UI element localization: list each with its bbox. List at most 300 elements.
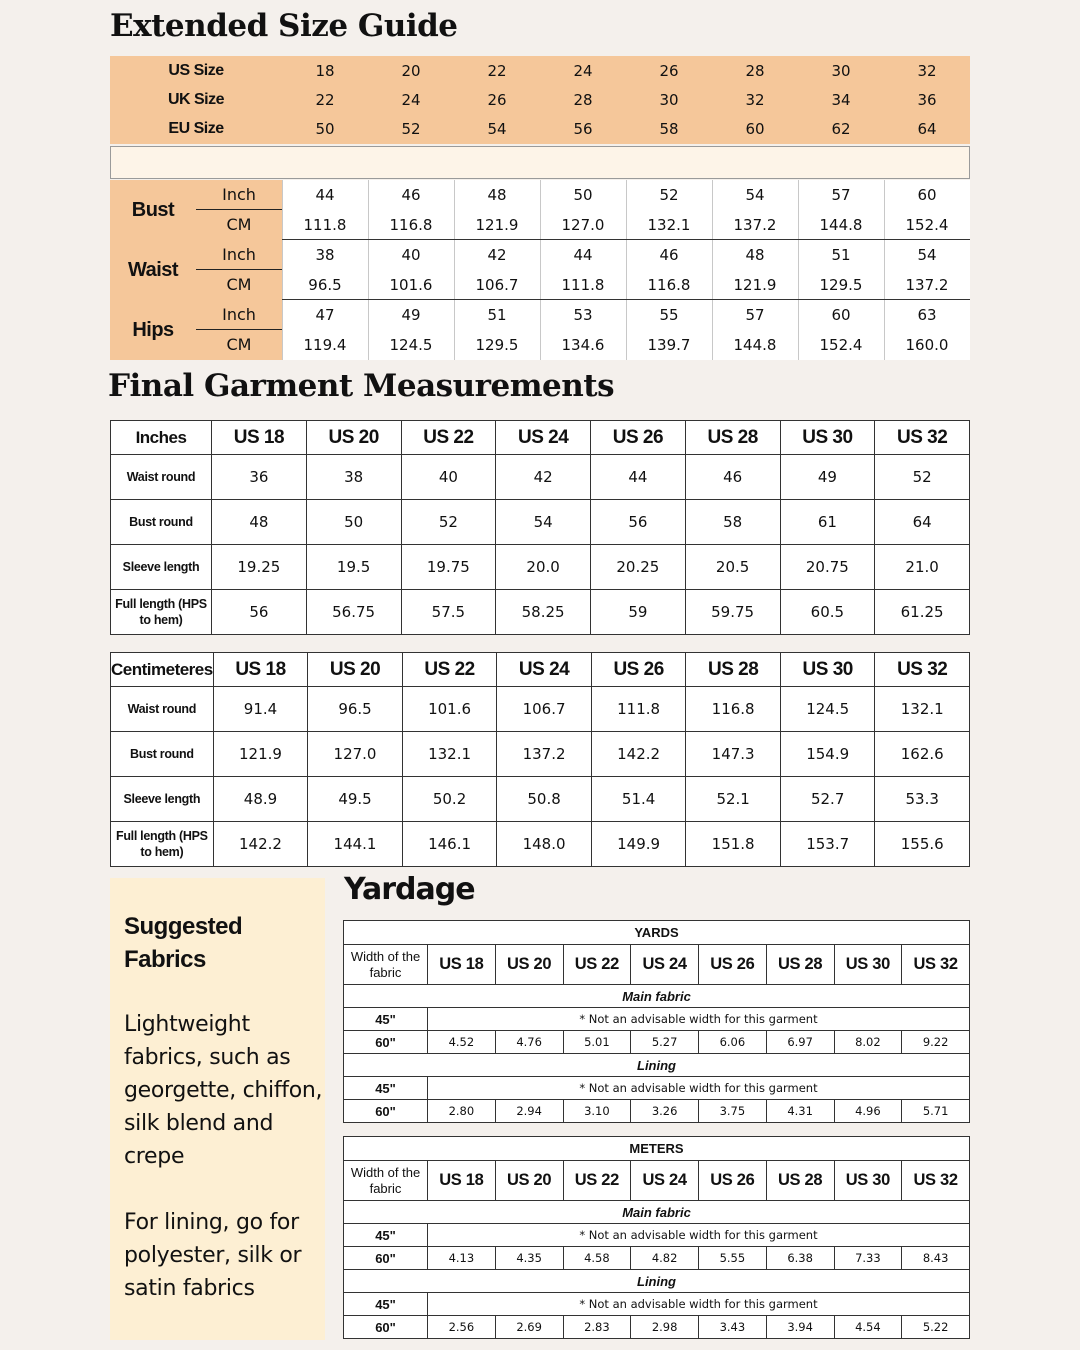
size-header: US 26 xyxy=(699,1161,767,1201)
yardage-value: 4.58 xyxy=(563,1247,631,1270)
column-divider xyxy=(540,240,541,300)
measurement-group-0 xyxy=(110,180,970,240)
measurement-cell: 57.5 xyxy=(401,590,496,635)
measurement-cell: 48 xyxy=(212,500,307,545)
unit-heading: METERS xyxy=(344,1137,970,1161)
inch-value: 57 xyxy=(745,306,765,324)
measurement-cell: 58 xyxy=(685,500,780,545)
inch-value: 49 xyxy=(401,306,421,324)
size-header: US 28 xyxy=(686,653,781,687)
table-row xyxy=(111,590,970,635)
cm-value: 129.5 xyxy=(475,336,519,354)
cm-value: 119.4 xyxy=(303,336,347,354)
inch-value: 63 xyxy=(917,306,937,324)
size-header: US 20 xyxy=(308,653,403,687)
width-60-row xyxy=(344,1247,970,1270)
size-header: US 32 xyxy=(875,653,970,687)
inch-value: 51 xyxy=(487,306,507,324)
inch-value: 44 xyxy=(315,186,335,204)
measurement-cell: 155.6 xyxy=(875,822,970,867)
row-label: Waist round xyxy=(111,455,212,500)
column-divider xyxy=(626,180,627,240)
width-60-row xyxy=(344,1100,970,1123)
size-header: US 22 xyxy=(563,945,631,985)
size-header: US 28 xyxy=(766,945,834,985)
table-row xyxy=(111,732,970,777)
unit-header: Inches xyxy=(111,421,212,455)
yardage-value: 5.27 xyxy=(631,1031,699,1054)
measurement-cell: 40 xyxy=(401,455,496,500)
section-label: Main fabric xyxy=(344,1201,970,1224)
inch-value: 60 xyxy=(917,186,937,204)
measurement-cell: 146.1 xyxy=(402,822,497,867)
eu-size-cell: 50 xyxy=(315,120,335,138)
size-header: US 26 xyxy=(591,421,686,455)
column-divider xyxy=(712,300,713,360)
yardage-value: 8.02 xyxy=(834,1031,902,1054)
measurement-cell: 19.75 xyxy=(401,545,496,590)
cm-value: 116.8 xyxy=(389,216,433,234)
not-advisable-note: * Not an advisable width for this garment xyxy=(428,1224,970,1247)
measurement-cell: 149.9 xyxy=(591,822,686,867)
measurement-cell: 116.8 xyxy=(686,687,781,732)
column-divider xyxy=(282,180,283,240)
us-size-row xyxy=(110,56,970,86)
column-divider xyxy=(368,300,369,360)
size-header: US 24 xyxy=(497,653,592,687)
unit-inch-label: Inch xyxy=(222,305,256,324)
measurement-cell: 20.75 xyxy=(780,545,875,590)
row-label: Bust round xyxy=(111,500,212,545)
column-divider xyxy=(540,300,541,360)
measurement-cell: 20.0 xyxy=(496,545,591,590)
size-header: US 20 xyxy=(495,945,563,985)
inch-value: 48 xyxy=(487,186,507,204)
divider-band xyxy=(110,146,970,179)
cm-value: 152.4 xyxy=(905,216,949,234)
yardage-value: 6.97 xyxy=(766,1031,834,1054)
inch-value: 53 xyxy=(573,306,593,324)
measurement-cell: 144.1 xyxy=(308,822,403,867)
cm-value: 137.2 xyxy=(733,216,777,234)
not-advisable-note: * Not an advisable width for this garment xyxy=(428,1293,970,1316)
inch-value: 42 xyxy=(487,246,507,264)
size-header: US 24 xyxy=(631,1161,699,1201)
width-label: Width of the fabric xyxy=(344,945,428,985)
measurement-cell: 52.1 xyxy=(686,777,781,822)
size-header: US 30 xyxy=(780,421,875,455)
yardage-value: 3.10 xyxy=(563,1100,631,1123)
size-header: US 32 xyxy=(902,945,970,985)
yardage-value: 2.94 xyxy=(495,1100,563,1123)
measurement-cell: 42 xyxy=(496,455,591,500)
cm-value: 111.8 xyxy=(561,276,605,294)
size-header: US 32 xyxy=(902,1161,970,1201)
yardage-title: Yardage xyxy=(344,872,475,907)
size-header: US 24 xyxy=(496,421,591,455)
garment-inches-table xyxy=(110,420,970,635)
section-label: Main fabric xyxy=(344,985,970,1008)
unit-cm-label: CM xyxy=(226,275,252,294)
size-header: US 28 xyxy=(766,1161,834,1201)
width-value: 45" xyxy=(344,1224,428,1247)
width-value: 60" xyxy=(344,1247,428,1270)
measurement-cell: 19.5 xyxy=(306,545,401,590)
yardage-value: 5.71 xyxy=(902,1100,970,1123)
table-row xyxy=(111,822,970,867)
yardage-value: 5.22 xyxy=(902,1316,970,1339)
inch-value: 47 xyxy=(315,306,335,324)
column-divider xyxy=(884,300,885,360)
not-advisable-note: * Not an advisable width for this garment xyxy=(428,1077,970,1100)
section-label: Lining xyxy=(344,1270,970,1293)
width-value: 45" xyxy=(344,1077,428,1100)
yardage-value: 7.33 xyxy=(834,1247,902,1270)
measurement-cell: 132.1 xyxy=(402,732,497,777)
unit-row xyxy=(344,921,970,945)
uk-size-cell: 22 xyxy=(315,91,335,109)
width-value: 45" xyxy=(344,1008,428,1031)
uk-size-cell: 30 xyxy=(659,91,679,109)
measurement-cell: 19.25 xyxy=(212,545,307,590)
yardage-value: 2.56 xyxy=(428,1316,496,1339)
column-divider xyxy=(454,240,455,300)
eu-size-cell: 64 xyxy=(917,120,937,138)
size-header: US 18 xyxy=(213,653,308,687)
inch-value: 46 xyxy=(659,246,679,264)
yardage-value: 3.43 xyxy=(699,1316,767,1339)
cm-value: 129.5 xyxy=(819,276,863,294)
unit-heading: YARDS xyxy=(344,921,970,945)
fabric-suggestion-text: Lightweight fabrics, such as georgette, chiffon, silk blend and crepe xyxy=(124,1012,323,1169)
size-header-row xyxy=(344,1161,970,1201)
lining-suggestion-text: For lining, go for polyester, silk or satin fabrics xyxy=(124,1210,302,1301)
size-header: US 30 xyxy=(834,945,902,985)
table-row xyxy=(111,545,970,590)
uk-size-cell: 28 xyxy=(573,91,593,109)
measurement-cell: 49 xyxy=(780,455,875,500)
width-45-row xyxy=(344,1008,970,1031)
measurement-values xyxy=(282,180,970,240)
row-label: Sleeve length xyxy=(111,545,212,590)
us-size-cell: 28 xyxy=(745,62,765,80)
yardage-value: 4.52 xyxy=(428,1031,496,1054)
measurement-cell: 96.5 xyxy=(308,687,403,732)
unit-column xyxy=(196,240,282,300)
unit-inch-label: Inch xyxy=(222,245,256,264)
section-row xyxy=(344,1201,970,1224)
final-garment-title: Final Garment Measurements xyxy=(108,368,615,404)
uk-size-label: UK Size xyxy=(167,91,225,108)
yardage-value: 4.82 xyxy=(631,1247,699,1270)
cm-value: 144.8 xyxy=(733,336,777,354)
measurement-cell: 51.4 xyxy=(591,777,686,822)
measurement-cell: 142.2 xyxy=(213,822,308,867)
size-header: US 28 xyxy=(685,421,780,455)
eu-size-cell: 54 xyxy=(487,120,507,138)
measurement-cell: 58.25 xyxy=(496,590,591,635)
yardage-value: 6.06 xyxy=(699,1031,767,1054)
cm-value: 96.5 xyxy=(308,276,342,294)
uk-size-cell: 32 xyxy=(745,91,765,109)
measurement-cell: 61.25 xyxy=(875,590,970,635)
yardage-value: 2.98 xyxy=(631,1316,699,1339)
column-divider xyxy=(282,240,283,300)
measurement-cell: 142.2 xyxy=(591,732,686,777)
measurement-label: Bust xyxy=(110,180,196,240)
measurement-label: Waist xyxy=(110,240,196,300)
size-header: US 30 xyxy=(780,653,875,687)
unit-header: Centimeteres xyxy=(111,653,214,687)
measurement-cell: 56.75 xyxy=(306,590,401,635)
inch-value: 51 xyxy=(831,246,851,264)
width-60-row xyxy=(344,1316,970,1339)
unit-inch-label: Inch xyxy=(222,185,256,204)
body-measurements xyxy=(110,180,970,360)
measurement-cell: 64 xyxy=(875,500,970,545)
inch-value: 50 xyxy=(573,186,593,204)
eu-size-cell: 58 xyxy=(659,120,679,138)
column-divider xyxy=(626,240,627,300)
width-45-row xyxy=(344,1293,970,1316)
column-divider xyxy=(798,180,799,240)
measurement-cell: 124.5 xyxy=(780,687,875,732)
cm-value: 132.1 xyxy=(647,216,691,234)
cm-value: 101.6 xyxy=(389,276,433,294)
inch-value: 44 xyxy=(573,246,593,264)
row-label: Full length (HPS to hem) xyxy=(111,822,214,867)
row-label: Waist round xyxy=(111,687,214,732)
measurement-cell: 54 xyxy=(496,500,591,545)
column-divider xyxy=(282,300,283,360)
measurement-cell: 147.3 xyxy=(686,732,781,777)
section-row xyxy=(344,1270,970,1293)
row-label: Full length (HPS to hem) xyxy=(111,590,212,635)
table-row xyxy=(111,500,970,545)
measurement-cell: 162.6 xyxy=(875,732,970,777)
eu-size-cell: 52 xyxy=(401,120,421,138)
us-size-label: US Size xyxy=(168,62,224,79)
yardage-value: 4.13 xyxy=(428,1247,496,1270)
measurement-cell: 60.5 xyxy=(780,590,875,635)
cm-value: 152.4 xyxy=(819,336,863,354)
yardage-value: 2.80 xyxy=(428,1100,496,1123)
measurement-cell: 148.0 xyxy=(497,822,592,867)
width-value: 45" xyxy=(344,1293,428,1316)
column-divider xyxy=(626,300,627,360)
cm-value: 127.0 xyxy=(561,216,605,234)
yardage-value: 2.69 xyxy=(495,1316,563,1339)
row-divider xyxy=(282,299,970,300)
column-divider xyxy=(884,240,885,300)
width-60-row xyxy=(344,1031,970,1054)
measurement-cell: 53.3 xyxy=(875,777,970,822)
measurement-cell: 132.1 xyxy=(875,687,970,732)
measurement-cell: 101.6 xyxy=(402,687,497,732)
measurement-cell: 127.0 xyxy=(308,732,403,777)
measurement-cell: 44 xyxy=(591,455,686,500)
column-divider xyxy=(368,240,369,300)
size-header: US 22 xyxy=(401,421,496,455)
table-row xyxy=(111,687,970,732)
measurement-cell: 56 xyxy=(591,500,686,545)
measurement-cell: 59.75 xyxy=(685,590,780,635)
yardage-value: 6.38 xyxy=(766,1247,834,1270)
measurement-cell: 20.5 xyxy=(685,545,780,590)
measurement-cell: 21.0 xyxy=(875,545,970,590)
yardage-value: 8.43 xyxy=(902,1247,970,1270)
eu-size-cell: 60 xyxy=(745,120,765,138)
cm-value: 134.6 xyxy=(561,336,605,354)
cm-value: 137.2 xyxy=(905,276,949,294)
measurement-cell: 50.8 xyxy=(497,777,592,822)
uk-size-cell: 24 xyxy=(401,91,421,109)
us-size-cell: 18 xyxy=(315,62,335,80)
not-advisable-note: * Not an advisable width for this garment xyxy=(428,1008,970,1031)
row-label: Bust round xyxy=(111,732,214,777)
suggested-fabrics-panel xyxy=(110,878,325,1340)
cm-value: 121.9 xyxy=(733,276,777,294)
measurement-cell: 106.7 xyxy=(497,687,592,732)
measurement-cell: 50.2 xyxy=(402,777,497,822)
unit-column xyxy=(196,300,282,360)
uk-size-row xyxy=(110,85,970,115)
cm-value: 160.0 xyxy=(905,336,949,354)
unit-cm-label: CM xyxy=(226,335,252,354)
us-size-cell: 30 xyxy=(831,62,851,80)
inch-value: 57 xyxy=(831,186,851,204)
extended-size-guide-title: Extended Size Guide xyxy=(110,8,458,44)
yardage-value: 4.35 xyxy=(495,1247,563,1270)
cm-value: 124.5 xyxy=(389,336,433,354)
measurement-cell: 121.9 xyxy=(213,732,308,777)
column-divider xyxy=(798,240,799,300)
size-header: US 20 xyxy=(306,421,401,455)
measurement-label: Hips xyxy=(110,300,196,360)
measurement-cell: 56 xyxy=(212,590,307,635)
column-divider xyxy=(454,300,455,360)
yardage-value: 2.83 xyxy=(563,1316,631,1339)
measurement-cell: 49.5 xyxy=(308,777,403,822)
cm-value: 111.8 xyxy=(303,216,347,234)
section-row xyxy=(344,1054,970,1077)
yardage-value: 4.31 xyxy=(766,1100,834,1123)
size-header: US 22 xyxy=(563,1161,631,1201)
yardage-value: 4.96 xyxy=(834,1100,902,1123)
size-header: US 18 xyxy=(428,945,496,985)
yardage-value: 3.94 xyxy=(766,1316,834,1339)
eu-size-row xyxy=(110,114,970,144)
measurement-cell: 153.7 xyxy=(780,822,875,867)
measurement-values xyxy=(282,300,970,360)
table-header-row xyxy=(111,653,970,687)
inch-value: 40 xyxy=(401,246,421,264)
measurement-cell: 52 xyxy=(401,500,496,545)
measurement-values xyxy=(282,240,970,300)
measurement-cell: 111.8 xyxy=(591,687,686,732)
cm-value: 116.8 xyxy=(647,276,691,294)
size-conversion-header xyxy=(110,56,970,144)
uk-size-cell: 36 xyxy=(917,91,937,109)
measurement-cell: 20.25 xyxy=(591,545,686,590)
us-size-cell: 32 xyxy=(917,62,937,80)
yardage-value: 5.01 xyxy=(563,1031,631,1054)
eu-size-cell: 56 xyxy=(573,120,593,138)
section-label: Lining xyxy=(344,1054,970,1077)
uk-size-cell: 34 xyxy=(831,91,851,109)
size-header: US 26 xyxy=(591,653,686,687)
measurement-cell: 50 xyxy=(306,500,401,545)
measurement-cell: 52.7 xyxy=(780,777,875,822)
width-value: 60" xyxy=(344,1031,428,1054)
inch-value: 48 xyxy=(745,246,765,264)
measurement-group-1 xyxy=(110,240,970,300)
size-header: US 32 xyxy=(875,421,970,455)
us-size-cell: 22 xyxy=(487,62,507,80)
measurement-group-2 xyxy=(110,300,970,360)
cm-value: 139.7 xyxy=(647,336,691,354)
cm-value: 144.8 xyxy=(819,216,863,234)
inch-value: 54 xyxy=(917,246,937,264)
column-divider xyxy=(712,240,713,300)
measurement-cell: 46 xyxy=(685,455,780,500)
inch-value: 46 xyxy=(401,186,421,204)
size-header-row xyxy=(344,945,970,985)
yardage-value: 5.55 xyxy=(699,1247,767,1270)
us-size-cell: 20 xyxy=(401,62,421,80)
size-header: US 20 xyxy=(495,1161,563,1201)
yardage-value: 4.54 xyxy=(834,1316,902,1339)
uk-size-cell: 26 xyxy=(487,91,507,109)
section-row xyxy=(344,985,970,1008)
eu-size-cell: 62 xyxy=(831,120,851,138)
row-divider xyxy=(282,239,970,240)
measurement-cell: 48.9 xyxy=(213,777,308,822)
unit-column xyxy=(196,180,282,240)
table-row xyxy=(111,455,970,500)
measurement-cell: 36 xyxy=(212,455,307,500)
yardage-value: 9.22 xyxy=(902,1031,970,1054)
yardage-meters-table xyxy=(343,1136,970,1339)
measurement-cell: 61 xyxy=(780,500,875,545)
width-value: 60" xyxy=(344,1100,428,1123)
cm-value: 106.7 xyxy=(475,276,519,294)
size-header: US 30 xyxy=(834,1161,902,1201)
column-divider xyxy=(540,180,541,240)
column-divider xyxy=(712,180,713,240)
suggested-fabrics-title: Suggested Fabrics xyxy=(124,913,243,973)
garment-cm-table xyxy=(110,652,970,867)
measurement-cell: 91.4 xyxy=(213,687,308,732)
column-divider xyxy=(798,300,799,360)
size-header: US 18 xyxy=(428,1161,496,1201)
width-45-row xyxy=(344,1077,970,1100)
inch-value: 52 xyxy=(659,186,679,204)
yardage-value: 3.75 xyxy=(699,1100,767,1123)
table-header-row xyxy=(111,421,970,455)
table-row xyxy=(111,777,970,822)
row-label: Sleeve length xyxy=(111,777,214,822)
size-header: US 26 xyxy=(699,945,767,985)
measurement-cell: 52 xyxy=(875,455,970,500)
inch-value: 38 xyxy=(315,246,335,264)
cm-value: 121.9 xyxy=(475,216,519,234)
unit-row xyxy=(344,1137,970,1161)
measurement-cell: 59 xyxy=(591,590,686,635)
measurement-cell: 137.2 xyxy=(497,732,592,777)
us-size-cell: 24 xyxy=(573,62,593,80)
column-divider xyxy=(884,180,885,240)
